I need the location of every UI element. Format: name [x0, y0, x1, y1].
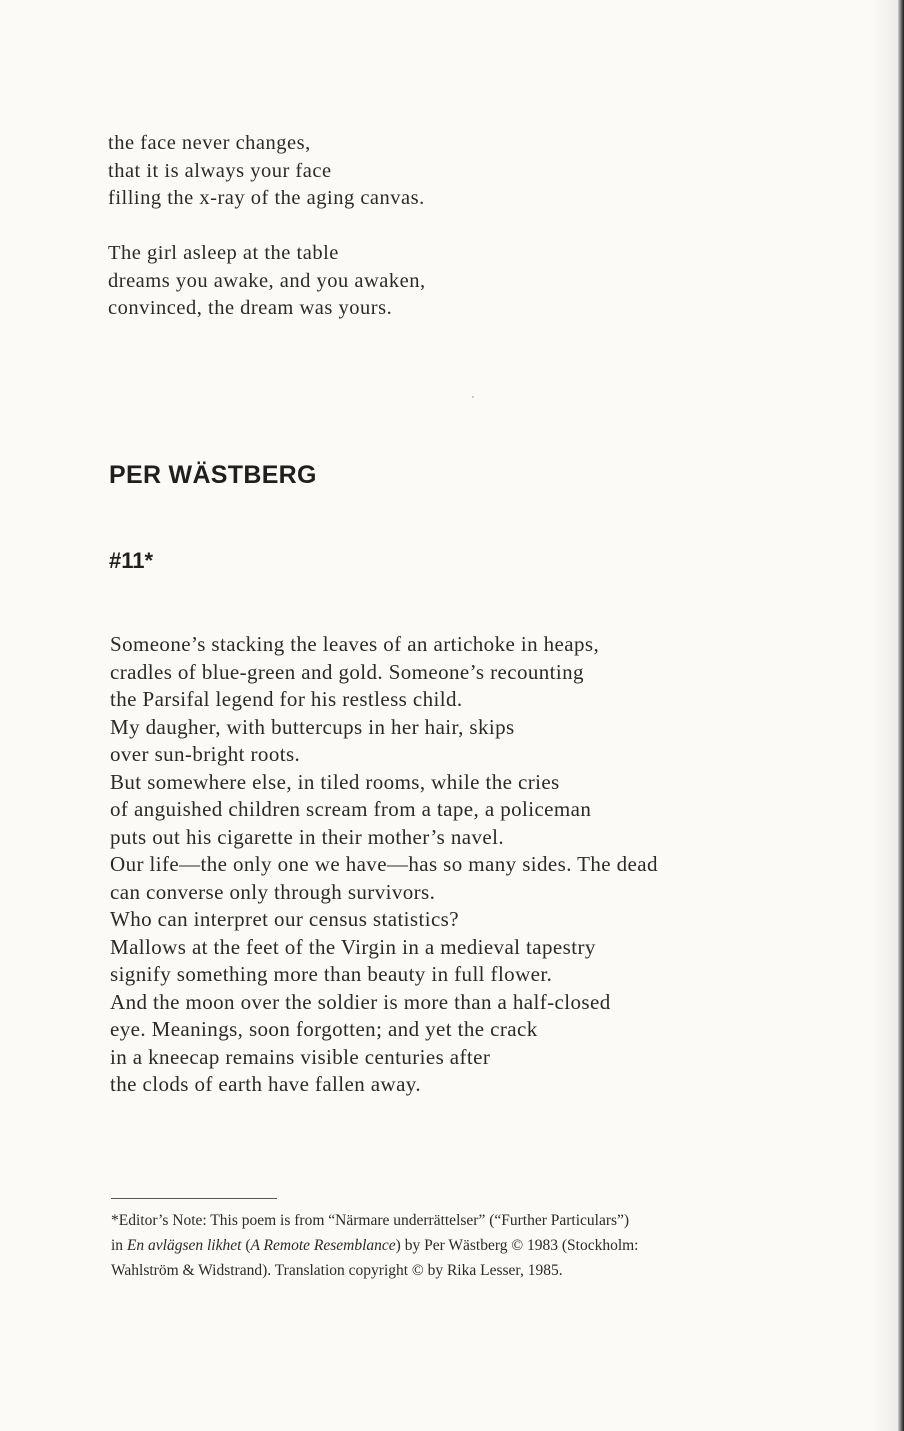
stanza-previous-poem-1	[108, 130, 425, 213]
poem-title: #11*	[109, 548, 154, 573]
paper-speck	[472, 396, 474, 398]
swedish-book-title: En avlägsen likhet	[126, 1237, 242, 1254]
poem-line: signify something more than beauty in full flower.	[110, 962, 553, 986]
poem-line: over sun-bright roots.	[110, 742, 301, 766]
footnote-line: Wahlström & Widstrand). Translation copyright © by Rika Lesser, 1985.	[111, 1262, 563, 1279]
poem-line: eye. Meanings, soon forgotten; and yet the crack	[110, 1017, 538, 1041]
author-heading: PER WÄSTBERG	[109, 461, 317, 489]
footnote-text: ) by Per Wästberg © 1983 (Stockholm:	[395, 1237, 639, 1254]
poem-line: Who can interpret our census statistics?	[110, 907, 459, 931]
footnote-text: (	[241, 1237, 251, 1254]
english-book-title: A Remote Resemblance	[250, 1237, 396, 1254]
poem-line: in a kneecap remains visible centuries after	[110, 1044, 491, 1069]
poem-line: Our life—the only one we have—has so many sides. The dead	[110, 852, 658, 876]
poem-line: the clods of earth have fallen away.	[110, 1072, 421, 1096]
stanza-previous-poem-2	[108, 240, 426, 323]
footnote-rule	[111, 1198, 277, 1199]
poem-line: that it is always your face	[108, 159, 332, 182]
poem-line: the face never changes,	[108, 132, 311, 154]
poem-line: the Parsifal legend for his restless child.	[110, 687, 463, 711]
poem-line: Someone’s stacking the leaves of an artichoke in heaps,	[110, 632, 600, 656]
poem-line: puts out his cigarette in their mother’s navel.	[110, 824, 504, 849]
page-edge-shadow	[872, 0, 898, 1431]
poem-line: And the moon over the soldier is more than a half-closed	[110, 989, 611, 1014]
poem-line: cradles of blue-green and gold. Someone’s recounting	[110, 659, 584, 684]
editors-footnote	[111, 1208, 836, 1283]
poem-line: convinced, the dream was yours.	[108, 297, 393, 319]
footnote-line	[111, 1233, 836, 1258]
footnote-line: *Editor’s Note: This poem is from “Närmare underrättelser” (“Further Particulars”)	[111, 1212, 630, 1229]
poem-line: But somewhere else, in tiled rooms, while the cries	[110, 769, 560, 794]
page-edge	[898, 0, 904, 1431]
poem-line: The girl asleep at the table	[108, 242, 339, 264]
poem-line: filling the x-ray of the aging canvas.	[108, 187, 425, 209]
footnote-text: in	[111, 1237, 127, 1254]
poem-line: My daugher, with buttercups in her hair, skips	[110, 714, 515, 739]
poem-line: Mallows at the feet of the Virgin in a medieval tapestry	[110, 934, 596, 959]
poem-body	[110, 631, 658, 1099]
poem-line: of anguished children scream from a tape, a policeman	[110, 797, 592, 821]
poem-line: dreams you awake, and you awaken,	[108, 269, 426, 292]
poem-line: can converse only through survivors.	[110, 879, 436, 904]
